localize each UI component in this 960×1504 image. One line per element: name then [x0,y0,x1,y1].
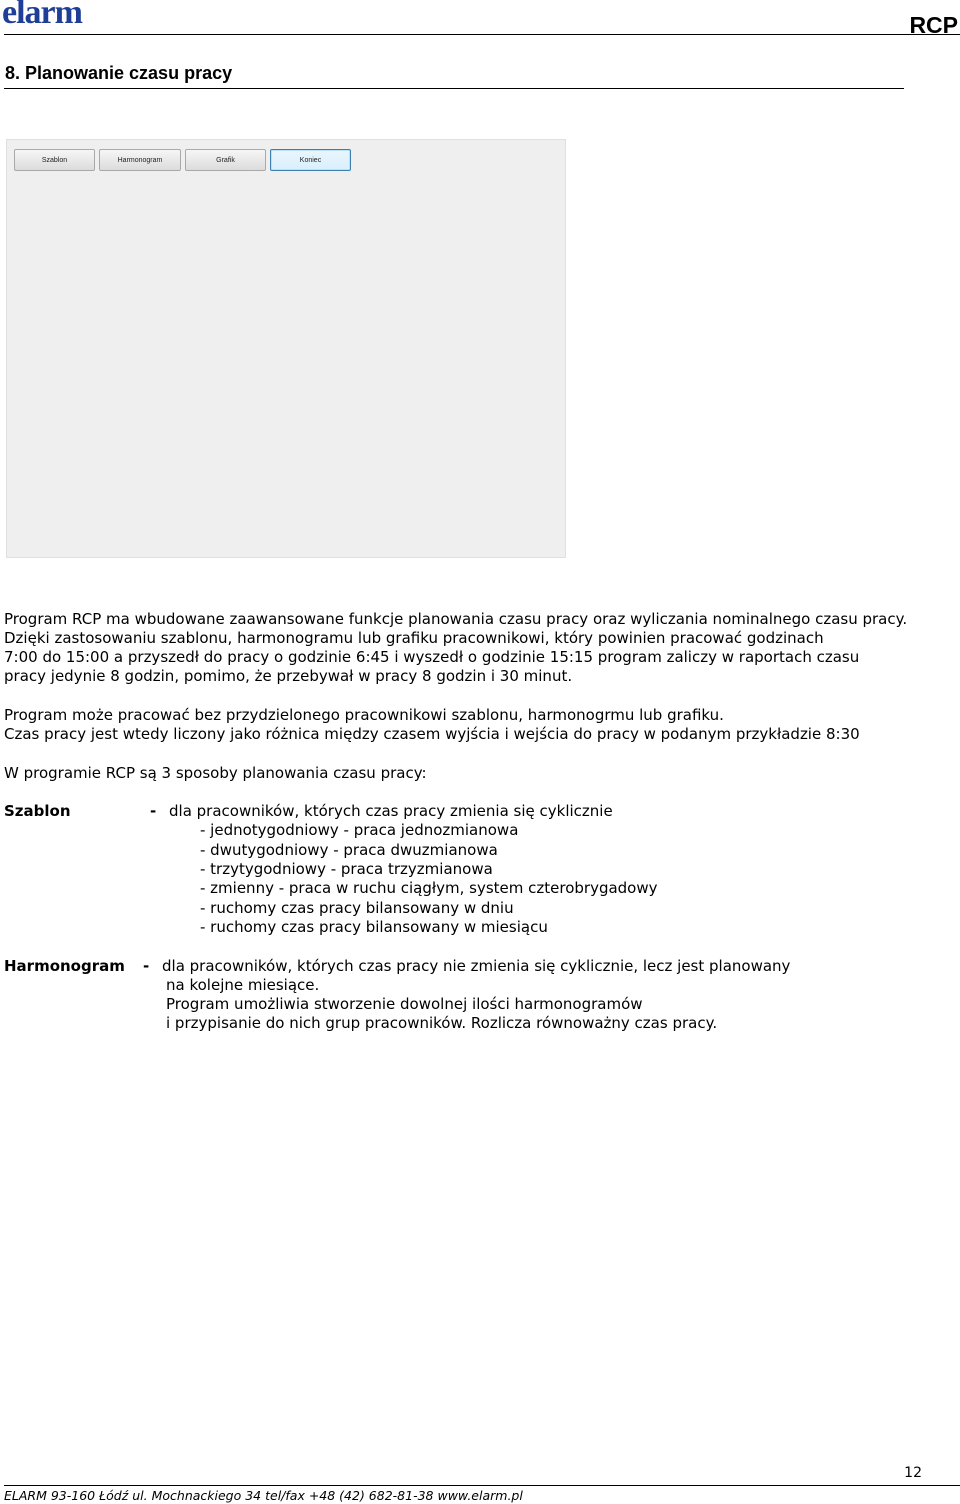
header-divider [4,34,960,35]
harmonogram-desc: dla pracowników, których czas pracy nie zmienia się cyklicznie, lecz jest planowany [162,957,791,975]
intro-line-3: 7:00 do 15:00 a przyszedł do pracy o godzinie 6:45 i wyszedł o godzinie 15:15 program zaliczy w raportach czasu [4,648,860,666]
para2-line-1: Program może pracować bez przydzielonego pracownikowi szablonu, harmonogrmu lub grafiku. [4,706,724,724]
intro-line-2: Dzięki zastosowaniu szablonu, harmonogramu lub grafiku pracownikowi, który powinien pracować godzinach [4,629,824,647]
szablon-button[interactable]: Szablon [14,149,95,171]
ways-line: W programie RCP są 3 sposoby planowania czasu pracy: [4,764,427,782]
elarm-logo: elarm [2,0,82,31]
harmonogram-line: na kolejne miesiące. [166,976,320,994]
szablon-item: - dwutygodniowy - praca dwuzmianowa [200,841,498,859]
szablon-item: - ruchomy czas pracy bilansowany w miesiącu [200,918,548,936]
section-title: 8. Planowanie czasu pracy [5,63,233,83]
section-divider [4,88,904,89]
harmonogram-label: Harmonogram [4,957,125,975]
harmonogram-dash: - [143,957,150,975]
footer-address: ELARM 93-160 Łódź ul. Mochnackiego 34 tel/fax +48 (42) 682-81-38 www.elarm.pl [4,1488,523,1503]
intro-line-4: pracy jedynie 8 godzin, pomimo, że przebywał w pracy 8 godzin i 30 minut. [4,667,573,685]
szablon-desc: dla pracowników, których czas pracy zmienia się cyklicznie [169,802,613,820]
footer-divider [4,1485,960,1486]
szablon-dash: - [150,802,157,820]
szablon-item: - ruchomy czas pracy bilansowany w dniu [200,899,514,917]
szablon-item: - jednotygodniowy - praca jednozmianowa [200,821,519,839]
grafik-button[interactable]: Grafik [185,149,266,171]
szablon-label: Szablon [4,802,71,820]
szablon-item: - zmienny - praca w ruchu ciągłym, system czterobrygadowy [200,879,658,897]
app-screenshot [6,139,566,558]
harmonogram-button[interactable]: Harmonogram [99,149,181,171]
header-title: RCP [909,12,958,38]
harmonogram-line: Program umożliwia stworzenie dowolnej ilości harmonogramów [166,995,643,1013]
koniec-button[interactable]: Koniec [270,149,351,171]
para2-line-2: Czas pracy jest wtedy liczony jako różnica między czasem wyjścia i wejścia do pracy w podanym przykładzie 8:30 [4,725,860,743]
szablon-item: - trzytygodniowy - praca trzyzmianowa [200,860,493,878]
harmonogram-line: i przypisanie do nich grup pracowników. Rozlicza równoważny czas pracy. [166,1014,718,1032]
page-number: 12 [904,1465,922,1481]
intro-line-1: Program RCP ma wbudowane zaawansowane funkcje planowania czasu pracy oraz wyliczania nominalnego czasu pracy. [4,610,908,628]
